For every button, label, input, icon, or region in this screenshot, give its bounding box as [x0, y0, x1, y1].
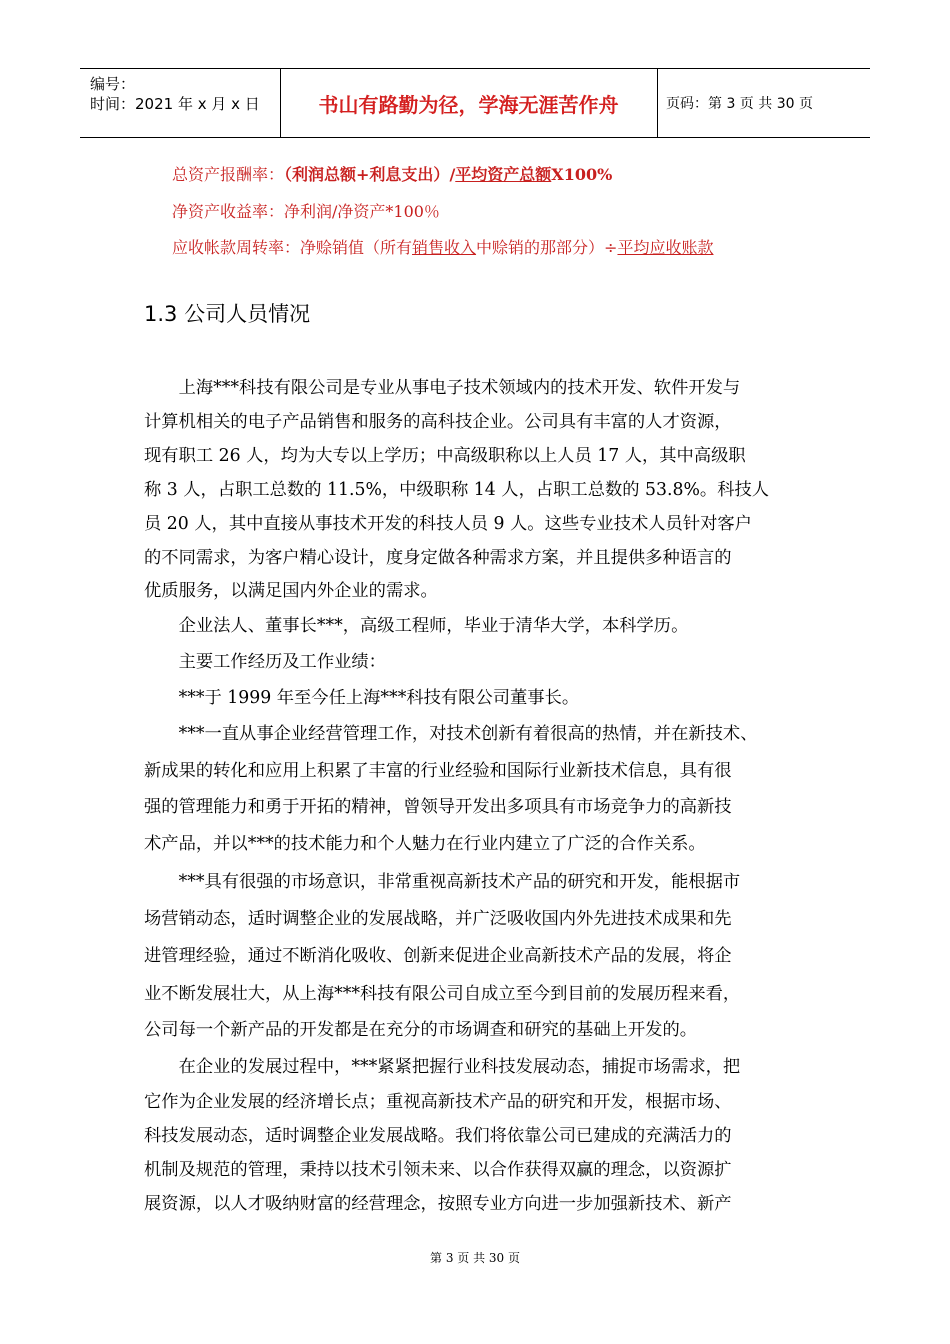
text-line: ***一直从事企业经营管理工作，对技术创新有着很高的热情，并在新技术、	[144, 724, 758, 744]
text-line: 现有职工 26 人，均为大专以上学历；中高级职称以上人员 17 人，其中高级职	[144, 446, 746, 466]
text-line: 上海***科技有限公司是专业从事电子技术领域内的技术开发、软件开发与	[144, 378, 741, 398]
formula-link[interactable]: 销售收入	[412, 238, 477, 257]
text-line: 的不同需求，为客户精心设计，度身定做各种需求方案，并且提供多种语言的	[144, 548, 732, 568]
page-header	[80, 68, 870, 138]
formula-label: 总资产报酬率：	[172, 165, 285, 184]
text-line: 机制及规范的管理，秉持以技术引领未来、以合作获得双赢的理念，以资源扩	[144, 1160, 732, 1180]
header-page-info: 页码：第 3 页 共 30 页	[666, 96, 813, 112]
text-line: 主要工作经历及工作业绩：	[144, 652, 386, 672]
number-label: 编号：	[90, 75, 136, 93]
formula-link[interactable]: 平均资产总额	[455, 165, 552, 184]
page-footer: 第 3 页 共 30 页	[430, 1251, 520, 1265]
text-line: 科技发展动态，适时调整企业发展战略。我们将依靠公司已建成的充满活力的	[144, 1126, 732, 1146]
text-line: 它作为企业发展的经济增长点；重视高新技术产品的研究和开发，根据市场、	[144, 1092, 732, 1112]
formula-part: （利润总额+利息支出）	[284, 165, 450, 184]
formula-part: /	[449, 165, 456, 184]
text-line: 术产品，并以***的技术能力和个人魅力在行业内建立了广泛的合作关系。	[144, 834, 706, 854]
text-line: ***具有很强的市场意识，非常重视高新技术产品的研究和开发，能根据市	[144, 872, 741, 892]
formula-part: 净赊销值（所有	[300, 238, 413, 257]
text-line: 新成果的转化和应用上积累了丰富的行业经验和国际行业新技术信息，具有很	[144, 761, 732, 781]
formula-roe: 净资产收益率：净利润/净资产*100％	[172, 202, 440, 221]
formula-part: X100%	[551, 165, 613, 184]
text-line: 称 3 人，占职工总数的 11.5%，中级职称 14 人，占职工总数的 53.8%。科技人	[144, 480, 770, 500]
text-line: 展资源，以人才吸纳财富的经营理念，按照专业方向进一步加强新技术、新产	[144, 1194, 732, 1214]
text-line: 企业法人、董事长***，高级工程师，毕业于清华大学，本科学历。	[144, 616, 689, 636]
formula-receivable-turnover	[172, 235, 713, 258]
header-motto: 书山有路勤为径，学海无涯苦作舟	[318, 92, 619, 117]
text-line: 计算机相关的电子产品销售和服务的高科技企业。公司具有丰富的人才资源，	[144, 412, 732, 432]
text-line: 在企业的发展过程中，***紧紧把握行业科技发展动态，捕捉市场需求，把	[144, 1057, 741, 1077]
formula-part: 中赊销的那部分）÷	[476, 238, 618, 257]
text-line: 公司每一个新产品的开发都是在充分的市场调查和研究的基础上开发的。	[144, 1020, 698, 1040]
text-line: 场营销动态，适时调整企业的发展战略，并广泛吸收国内外先进技术成果和先	[144, 909, 732, 929]
text-line: 进管理经验，通过不断消化吸收、创新来促进企业高新技术产品的发展，将企	[144, 946, 732, 966]
text-line: 强的管理能力和勇于开拓的精神，曾领导开发出多项具有市场竞争力的高新技	[144, 797, 732, 817]
formula-link[interactable]: 平均应收账款	[617, 238, 714, 257]
header-meta	[80, 69, 280, 137]
time-label: 时间：2021 年 x 月 x 日	[90, 95, 260, 113]
text-line: ***于 1999 年至今任上海***科技有限公司董事长。	[144, 688, 580, 708]
text-line: 优质服务，以满足国内外企业的需求。	[144, 581, 438, 601]
text-line: 业不断发展壮大，从上海***科技有限公司自成立至今到目前的发展历程来看，	[144, 984, 741, 1004]
formula-label: 应收帐款周转率：	[172, 238, 301, 257]
section-heading: 1.3 公司人员情况	[144, 302, 311, 326]
formula-total-asset-return	[172, 162, 612, 185]
text-line: 员 20 人，其中直接从事技术开发的科技人员 9 人。这些专业技术人员针对客户	[144, 514, 752, 534]
